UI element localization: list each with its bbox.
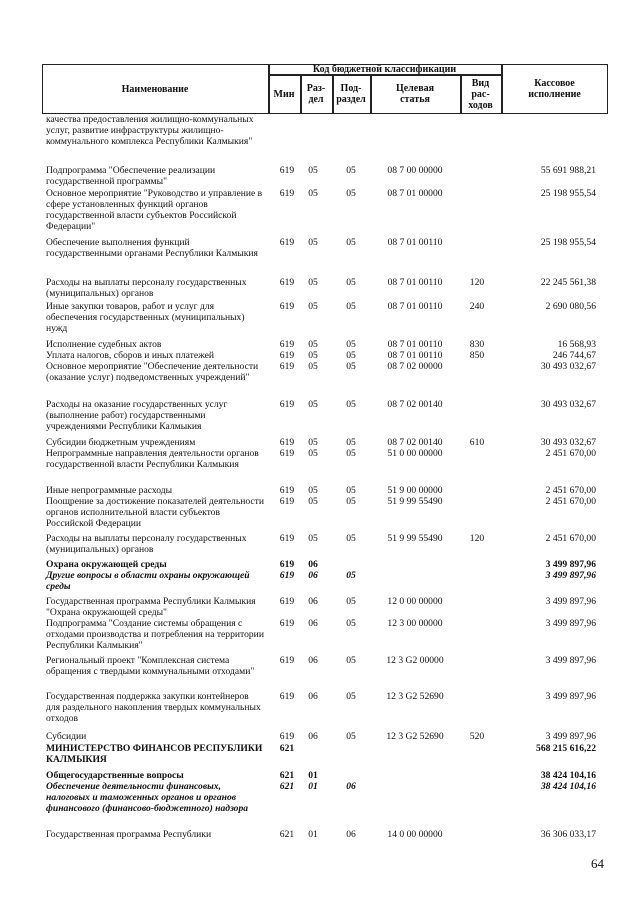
row-celevaya: 08 7 02 00000 [387,361,443,372]
row-podrazdel: 05 [346,361,356,372]
row-razdel: 05 [308,533,318,544]
row-celevaya: 12 0 00 00000 [387,596,443,607]
row-name: Уплата налогов, сборов и иных платежей [46,350,215,361]
header-kassa: Кассовое исполнение [528,78,581,100]
row-name: Субсидии бюджетным учреждениям [46,437,196,448]
row-min: 619 [279,339,295,350]
row-podrazdel: 05 [346,496,356,507]
row-podrazdel: 05 [346,570,356,581]
row-celevaya: 51 9 99 55490 [387,533,443,544]
row-razdel: 01 [308,770,318,781]
row-name: Субсидии [46,731,87,742]
row-razdel: 05 [308,361,318,372]
row-razdel: 05 [308,496,318,507]
row-razdel: 05 [308,448,318,459]
row-celevaya: 08 7 01 00110 [387,277,443,288]
row-name: Подпрограмма "Обеспечение реализации государственной программы" [46,165,216,187]
row-sum: 3 499 897,96 [545,559,596,570]
row-podrazdel: 06 [346,781,356,792]
row-sum: 3 499 897,96 [545,596,596,607]
row-celevaya: 14 0 00 00000 [387,829,443,840]
row-name: Обеспечение выполнения функций государственными органами Республики Калмыкия [46,237,258,259]
row-vid: 120 [469,533,485,544]
row-sum: 30 493 032,67 [540,361,596,372]
row-min: 619 [279,448,295,459]
row-name: Расходы на выплаты персоналу государственных (муниципальных) органов [46,533,247,555]
row-razdel: 06 [308,570,318,581]
row-podrazdel: 05 [346,596,356,607]
row-name: Исполнение судебных актов [46,339,162,350]
row-celevaya: 51 9 00 00000 [387,485,443,496]
row-podrazdel: 05 [346,485,356,496]
row-name: Государственная программа Республики Калмыкия "Охрана окружающей среды" [46,596,256,618]
row-sum: 2 451 670,00 [545,448,596,459]
row-min: 619 [279,485,295,496]
row-sum: 30 493 032,67 [540,399,596,410]
row-name: Иные непрограммные расходы [46,485,173,496]
header-podrazdel: Под- раздел [336,83,366,105]
row-min: 621 [279,770,295,781]
row-name: Иные закупки товаров, работ и услуг для обеспечения государственных (муниципальных) нужд [46,301,245,334]
row-sum: 2 451 670,00 [545,496,596,507]
row-razdel: 05 [308,485,318,496]
row-sum: 55 691 988,21 [540,165,596,176]
row-razdel: 05 [308,350,318,361]
row-min: 619 [279,618,295,629]
header-celevaya: Целевая статья [395,83,435,105]
row-name: Обеспечение деятельности финансовых, налоговых и таможенных органов и органов финансового (финансово-бюджетного) надзора [46,781,249,814]
row-min: 619 [279,559,295,570]
row-razdel: 05 [308,277,318,288]
row-name: Основное мероприятие "Обеспечение деятельности (оказание услуг) подведомственных учреждений" [46,361,259,383]
row-min: 621 [279,829,295,840]
row-vid: 850 [469,350,485,361]
row-razdel: 01 [308,781,318,792]
row-celevaya: 08 7 01 00110 [387,301,443,312]
row-min: 619 [279,350,295,361]
row-razdel: 01 [308,829,318,840]
row-vid: 520 [469,731,485,742]
row-min: 619 [279,399,295,410]
row-min: 619 [279,361,295,372]
row-podrazdel: 05 [346,399,356,410]
row-sum: 2 690 080,56 [545,301,596,312]
row-podrazdel: 05 [346,350,356,361]
row-name: Основное мероприятие "Руководство и управление в сфере установленных функций органов государственной власти субъектов Российской Федерации" [46,188,263,232]
row-razdel: 06 [308,559,318,570]
row-min: 619 [279,596,295,607]
row-celevaya: 08 7 02 00140 [387,437,443,448]
row-name: Расходы на оказание государственных услуг (выполнение работ) государственными учреждениями Республики Калмыкия [46,399,228,432]
row-celevaya: 51 9 99 55490 [387,496,443,507]
row-celevaya: 12 3 G2 00000 [386,655,444,666]
row-sum: 568 215 616,22 [536,743,596,754]
row-celevaya: 51 0 00 00000 [387,448,443,459]
row-celevaya: 08 7 01 00110 [387,350,443,361]
row-name: Государственная поддержка закупки контейнеров для раздельного накопления твердых коммунальных отходов [46,691,261,724]
header-vid: Вид рас- ходов [468,77,493,111]
row-min: 619 [279,437,295,448]
row-podrazdel: 05 [346,655,356,666]
header-code-group: Код бюджетной классификации [312,63,457,75]
row-name: качества предоставления жилищно-коммунальных услуг, развитие инфраструктуры жилищно-коммунального комплекса Республики Калмыкия" [46,114,254,147]
row-podrazdel: 05 [346,301,356,312]
row-podrazdel: 05 [346,339,356,350]
row-name: Государственная программа Республики [46,829,212,840]
row-sum: 3 499 897,96 [545,691,596,702]
row-sum: 38 424 104,16 [540,781,596,792]
row-name: Расходы на выплаты персоналу государственных (муниципальных) органов [46,277,247,299]
row-sum: 246 744,67 [552,350,596,361]
row-name: Другие вопросы в области охраны окружающей среды [46,570,250,592]
row-name: Охрана окружающей среды [46,559,167,570]
row-min: 621 [279,743,295,754]
row-celevaya: 12 3 00 00000 [387,618,443,629]
row-vid: 830 [469,339,485,350]
row-min: 619 [279,655,295,666]
header-name: Наименование [121,83,189,95]
row-min: 619 [279,496,295,507]
header-razdel: Раз- дел [306,83,326,105]
row-razdel: 06 [308,618,318,629]
row-celevaya: 08 7 00 00000 [387,165,443,176]
row-min: 619 [279,731,295,742]
row-vid: 120 [469,277,485,288]
row-podrazdel: 05 [346,691,356,702]
row-podrazdel: 05 [346,188,356,199]
row-razdel: 06 [308,731,318,742]
row-celevaya: 08 7 02 00140 [387,399,443,410]
row-podrazdel: 05 [346,437,356,448]
row-podrazdel: 05 [346,237,356,248]
row-podrazdel: 05 [346,533,356,544]
row-sum: 22 245 561,38 [540,277,596,288]
row-podrazdel: 06 [346,829,356,840]
row-celevaya: 08 7 01 00110 [387,339,443,350]
row-sum: 25 198 955,54 [540,188,596,199]
row-sum: 2 451 670,00 [545,533,596,544]
row-sum: 2 451 670,00 [545,485,596,496]
row-sum: 3 499 897,96 [545,731,596,742]
header-min: Мин [273,88,295,100]
row-sum: 3 499 897,96 [545,618,596,629]
row-min: 619 [279,188,295,199]
row-sum: 16 568,93 [557,339,596,350]
row-min: 619 [279,691,295,702]
row-celevaya: 08 7 01 00110 [387,237,443,248]
row-name: Региональный проект "Комплексная система обращения с твердыми коммунальными отходами" [46,655,255,677]
row-podrazdel: 05 [346,277,356,288]
row-razdel: 05 [308,339,318,350]
row-sum: 3 499 897,96 [545,570,596,581]
row-vid: 610 [469,437,485,448]
row-min: 619 [279,533,295,544]
row-razdel: 06 [308,691,318,702]
row-podrazdel: 05 [346,618,356,629]
page-number: 64 [591,856,604,871]
row-sum: 3 499 897,96 [545,655,596,666]
row-razdel: 05 [308,237,318,248]
row-sum: 30 493 032,67 [540,437,596,448]
row-name: Подпрограмма "Создание системы обращения с отходами производства и потребления на территории Республики Калмыкия" [46,618,264,651]
row-sum: 38 424 104,16 [540,770,596,781]
row-name: МИНИСТЕРСТВО ФИНАНСОВ РЕСПУБЛИКИ КАЛМЫКИЯ [46,743,263,765]
row-razdel: 05 [308,165,318,176]
row-name: Общегосударственные вопросы [46,770,184,781]
row-razdel: 05 [308,399,318,410]
row-celevaya: 12 3 G2 52690 [386,691,444,702]
row-min: 619 [279,277,295,288]
row-razdel: 06 [308,596,318,607]
row-name: Поощрение за достижение показателей деятельности органов исполнительной власти субъектов Российской Федерации [46,496,264,529]
row-min: 619 [279,237,295,248]
row-min: 621 [279,781,295,792]
row-podrazdel: 05 [346,165,356,176]
row-vid: 240 [469,301,485,312]
row-min: 619 [279,301,295,312]
row-sum: 25 198 955,54 [540,237,596,248]
row-celevaya: 12 3 G2 52690 [386,731,444,742]
row-min: 619 [279,570,295,581]
row-razdel: 06 [308,655,318,666]
row-podrazdel: 05 [346,731,356,742]
row-sum: 36 306 033,17 [540,829,596,840]
row-celevaya: 08 7 01 00000 [387,188,443,199]
row-razdel: 05 [308,437,318,448]
row-name: Непрограммные направления деятельности органов государственной власти Республики Калмыкия [46,448,259,470]
row-razdel: 05 [308,301,318,312]
row-podrazdel: 05 [346,448,356,459]
row-razdel: 05 [308,188,318,199]
row-min: 619 [279,165,295,176]
